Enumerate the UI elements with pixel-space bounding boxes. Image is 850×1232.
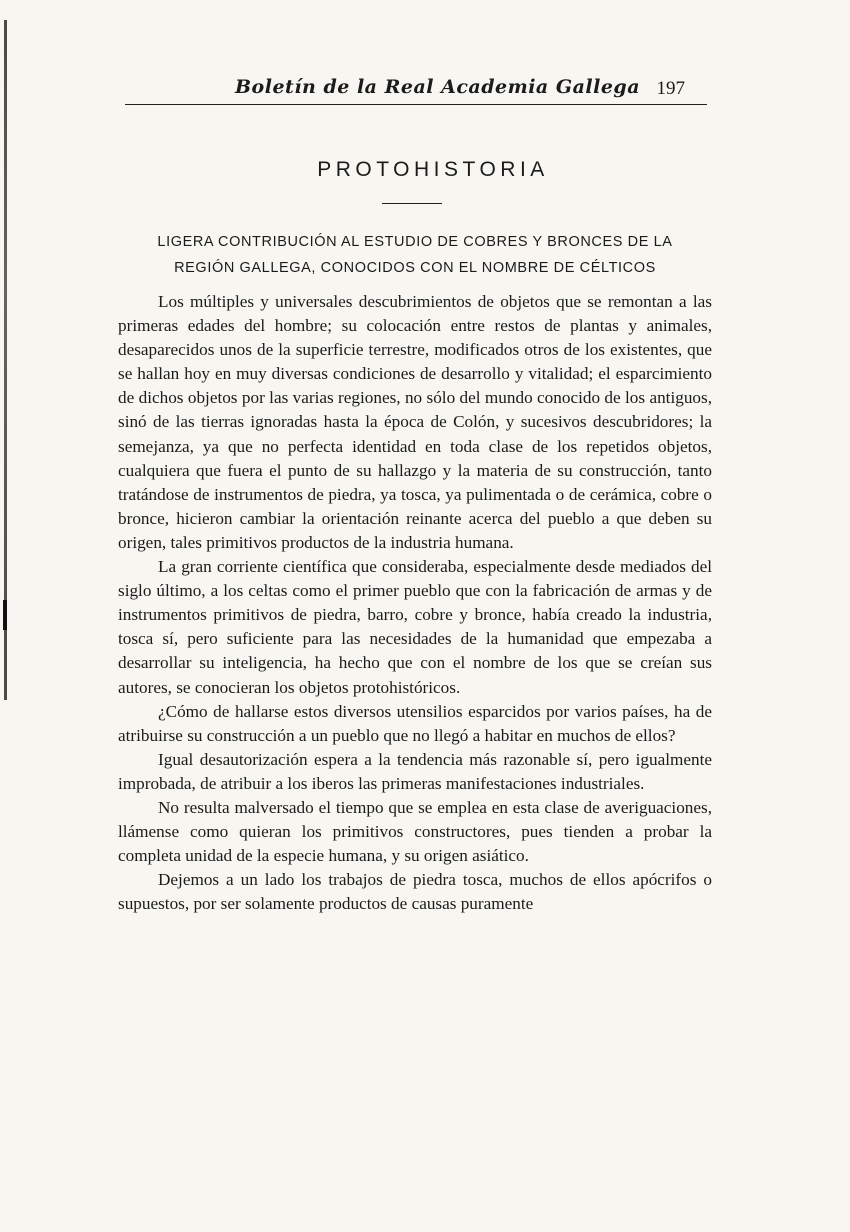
page-header [125,74,707,105]
paragraph: Dejemos a un lado los trabajos de piedra tosca, muchos de ellos apócrifos o supuestos, por ser solamente productos de causas puramente [118,870,712,914]
paragraph: ¿Cómo de hallarse estos diversos utensilios esparcidos por varios países, ha de atribuirse su construcción a un pueblo que no llegó a habitar en muchos de ellos? [118,701,712,745]
article-body [118,290,712,916]
subtitle-line: LIGERA CONTRIBUCIÓN AL ESTUDIO DE COBRES Y BRONCES DE LA [157,234,673,250]
subtitle-line: REGIÓN GALLEGA, CONOCIDOS CON EL NOMBRE DE CÉLTICOS [174,260,656,276]
page-number: 197 [656,78,685,99]
paragraph: No resulta malversado el tiempo que se emplea en esta clase de averiguaciones, llámense como quieran los primitivos constructores, pues tienden a probar la completa unidad de la especie humana, y su origen asiático. [118,797,712,866]
section-title: PROTOHISTORIA [317,158,549,181]
title-divider [382,203,442,204]
scan-edge-mark [4,20,7,700]
paragraph: La gran corriente científica que consideraba, especialmente desde mediados del siglo último, a los celtas como el primer pueblo que con la fabricación de armas y de instrumentos primitivos de piedra, barro, cobre y bronce, había creado la industria, tosca sí, pero suficiente para las necesidades de la humanidad que empezaba a desarrollar su inteligencia, ha hecho que con el nombre de los que se creían sus autores, se conocieran los objetos protohistóricos. [118,557,712,697]
scan-edge-mark [3,600,7,630]
paragraph: Igual desautorización espera a la tendencia más razonable sí, pero igualmente improbada, de atribuir a los iberos las primeras manifestaciones industriales. [118,749,712,793]
running-title: Boletín de la Real Academia Gallega [235,76,641,98]
paragraph: Los múltiples y universales descubrimientos de objetos que se remontan a las primeras edades del hombre; su colocación entre restos de plantas y animales, desaparecidos unos de la superficie terrestre, modificados otros de los existentes, que se hallan hoy en muy diversas condiciones de desarrollo y vitalidad; el esparcimiento de dichos objetos por las varias regiones, no sólo del mundo conocido de los antiguos, sinó de las tierras ignoradas hasta la época de Colón, y sucesivos descubridores; la semejanza, ya que no perfecta identidad en toda clase de los repetidos objetos, cualquiera que fuera el punto de su hallazgo y la materia de su construcción, tanto tratándose de instrumentos de piedra, ya tosca, ya pulimentada o de cerámica, cobre o bronce, hicieron cambiar la orientación reinante acerca del pueblo a que deben su origen, tales primitivos productos de la industria humana. [118,292,712,552]
article-subtitle [110,229,720,281]
